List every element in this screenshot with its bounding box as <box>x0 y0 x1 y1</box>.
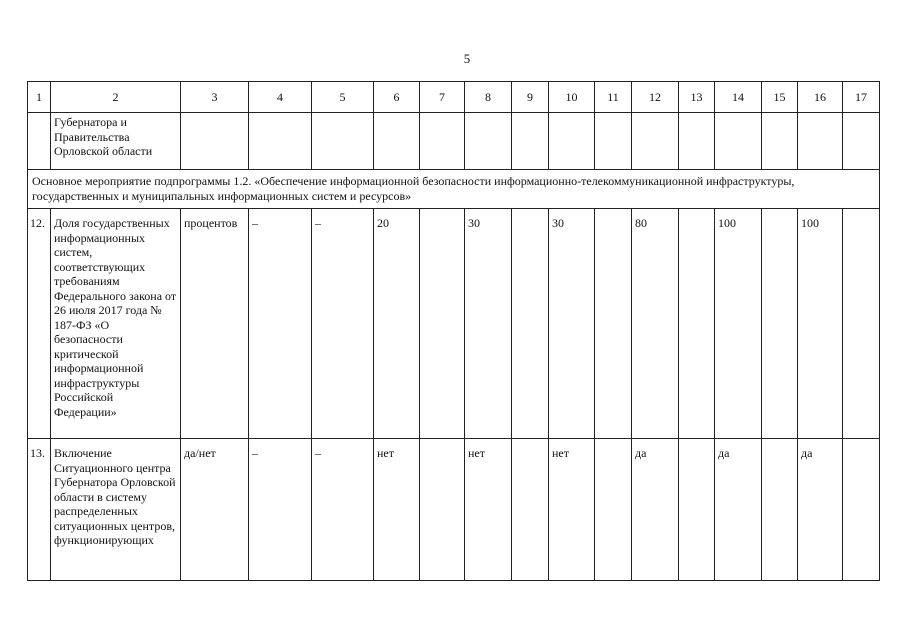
value-cell: 30 <box>465 209 512 439</box>
table-cell <box>762 113 798 170</box>
value-cell: 80 <box>632 209 679 439</box>
header-cell: 3 <box>181 82 249 113</box>
indicator-text: Включение Ситуационного центра Губернатора Орловской области в систему распределенных ситуационных центров, функционирующих <box>54 446 176 547</box>
unit-text: да/нет <box>184 446 216 460</box>
table-cell <box>595 113 632 170</box>
value-cell <box>679 209 715 439</box>
header-row <box>28 82 880 113</box>
indicator-text: Доля государственных информационных систем, соответствующих требованиям Федерального закона от 26 июля 2017 года № 187-ФЗ «О безопасности критической информационной инфраструктуры Российской Федерации» <box>54 216 177 419</box>
header-cell: 8 <box>465 82 512 113</box>
value-cell: – <box>249 439 312 581</box>
row-number: 12. <box>30 216 45 230</box>
indicator-cell <box>51 113 181 170</box>
indicator-cell <box>51 209 181 439</box>
table-cell <box>28 113 51 170</box>
table-cell <box>249 113 312 170</box>
value-cell <box>420 439 465 581</box>
table-cell <box>181 113 249 170</box>
section-row <box>28 170 880 209</box>
value-cell: – <box>249 209 312 439</box>
table-cell <box>632 113 679 170</box>
value-cell <box>843 439 880 581</box>
table-cell <box>420 113 465 170</box>
value-cell: да <box>632 439 679 581</box>
header-cell: 9 <box>512 82 549 113</box>
table-cell <box>512 113 549 170</box>
value-cell <box>420 209 465 439</box>
value-cell: нет <box>465 439 512 581</box>
value-cell: 20 <box>374 209 420 439</box>
row-number-cell <box>28 439 51 581</box>
indicators-table <box>27 81 880 581</box>
value-cell: – <box>312 439 374 581</box>
value-cell: да <box>798 439 843 581</box>
section-cell <box>28 170 880 209</box>
unit-cell <box>181 209 249 439</box>
table-cell <box>715 113 762 170</box>
value-cell: нет <box>549 439 595 581</box>
table-cell <box>843 113 880 170</box>
header-cell: 5 <box>312 82 374 113</box>
header-cell: 12 <box>632 82 679 113</box>
unit-text: процентов <box>184 216 238 230</box>
header-cell: 17 <box>843 82 880 113</box>
indicator-text: Губернатора и Правительства Орловской области <box>54 115 153 158</box>
value-cell <box>512 439 549 581</box>
value-cell: 100 <box>715 209 762 439</box>
table-cell <box>374 113 420 170</box>
value-cell <box>762 439 798 581</box>
value-cell: да <box>715 439 762 581</box>
header-cell: 6 <box>374 82 420 113</box>
value-cell: 100 <box>798 209 843 439</box>
header-cell: 13 <box>679 82 715 113</box>
header-cell: 1 <box>28 82 51 113</box>
value-cell <box>595 209 632 439</box>
table-cell <box>312 113 374 170</box>
unit-cell <box>181 439 249 581</box>
value-cell <box>843 209 880 439</box>
value-cell <box>679 439 715 581</box>
value-cell: 30 <box>549 209 595 439</box>
table-row <box>28 439 880 581</box>
indicator-cell <box>51 439 181 581</box>
header-cell: 16 <box>798 82 843 113</box>
header-cell: 11 <box>595 82 632 113</box>
header-cell: 15 <box>762 82 798 113</box>
table-cell <box>465 113 512 170</box>
header-cell: 2 <box>51 82 181 113</box>
value-cell <box>595 439 632 581</box>
section-title: Основное мероприятие подпрограммы 1.2. «Обеспечение информационной безопасности информационно-телекоммуникационной инфраструктуры, государственных и муниципальных информационных систем и ресурсов» <box>32 174 795 203</box>
row-number-cell <box>28 209 51 439</box>
value-cell: – <box>312 209 374 439</box>
value-cell <box>512 209 549 439</box>
continuation-row <box>28 113 880 170</box>
header-cell: 7 <box>420 82 465 113</box>
header-cell: 14 <box>715 82 762 113</box>
header-cell: 4 <box>249 82 312 113</box>
table-cell <box>549 113 595 170</box>
header-cell: 10 <box>549 82 595 113</box>
value-cell <box>762 209 798 439</box>
value-cell: нет <box>374 439 420 581</box>
table-row <box>28 209 880 439</box>
page-number: 5 <box>463 51 471 66</box>
table-cell <box>798 113 843 170</box>
row-number: 13. <box>30 446 45 460</box>
table-cell <box>679 113 715 170</box>
